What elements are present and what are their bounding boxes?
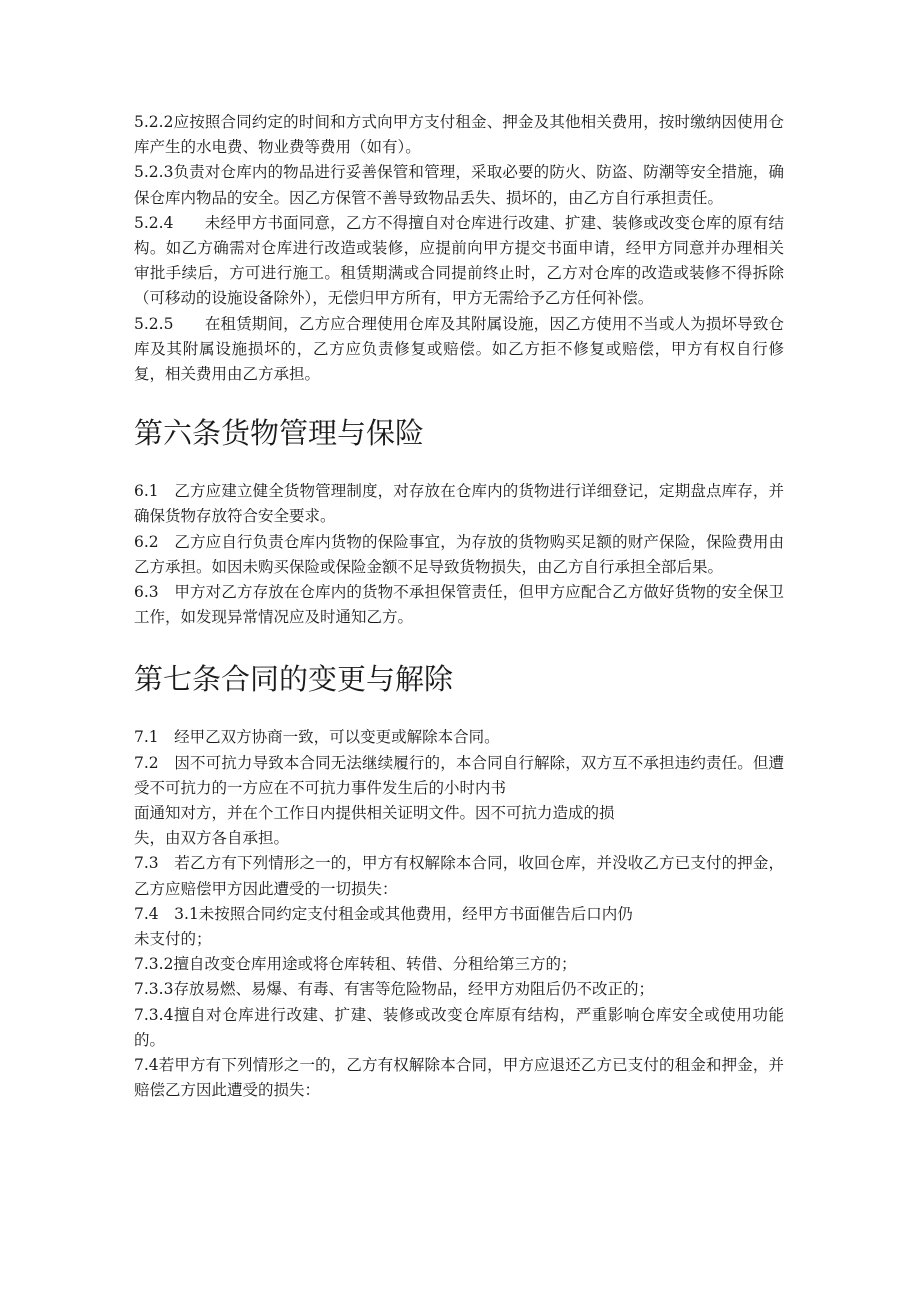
clause-6-2: 6.2 乙方应自行负责仓库内货物的保险事宜，为存放的货物购买足额的财产保险，保险费用由乙方承担。如因未购买保险或保险金额不足导致货物损失，由乙方自行承担全部后果。 — [134, 532, 784, 576]
clause-6-1: 6.1 乙方应建立健全货物管理制度，对存放在仓库内的货物进行详细登记，定期盘点库存，并确保货物存放符合安全要求。 — [134, 482, 784, 526]
clause-7-1: 7.1 经甲乙双方协商一致，可以变更或解除本合同。 — [134, 728, 500, 747]
clause-7-2: 7.2 因不可抗力导致本合同无法继续履行的，本合同自行解除，双方互不承担违约责任。但遭受不可抗力的一方应在不可抗力事件发生后的小时内书 — [134, 753, 784, 797]
clause-7-4-3-1-end: 未支付的； — [134, 930, 212, 949]
section-7-heading: 第七条合同的变更与解除 — [134, 662, 454, 697]
clause-7-4-3-1: 7.4 3.1未按照合同约定支付租金或其他费用，经甲方书面催告后口内仍 — [134, 904, 633, 923]
clause-7-3-3: 7.3.3存放易燃、易爆、有毒、有害等危险物品，经甲方劝阻后仍不改正的； — [134, 980, 654, 999]
clause-5-2-2: 5.2.2应按照合同约定的时间和方式向甲方支付租金、押金及其他相关费用，按时缴纳因使用仓库产生的水电费、物业费等费用（如有）。 — [134, 113, 784, 157]
clause-7-4: 7.4若甲方有下列情形之一的，乙方有权解除本合同，甲方应退还乙方已支付的租金和押金，并赔偿乙方因此遭受的损失： — [134, 1056, 784, 1100]
clause-5-2-4: 5.2.4 未经甲方书面同意，乙方不得擅自对仓库进行改建、扩建、装修或改变仓库的原有结构。如乙方确需对仓库进行改造或装修，应提前向甲方提交书面申请，经甲方同意并办理相关审批手续后，方可进行施工。租赁期满或合同提前终止时，乙方对仓库的改造或装修不得拆除（可移动的设施设备除外），无偿归甲方所有，甲方无需给予乙方任何补偿。 — [134, 213, 784, 308]
document-page — [134, 110, 784, 1104]
clause-7-3-2: 7.3.2擅自改变仓库用途或将仓库转租、转借、分租给第三方的； — [134, 955, 577, 974]
clause-5-2-3: 5.2.3负责对仓库内的物品进行妥善保管和管理，采取必要的防火、防盗、防潮等安全措施，确保仓库内物品的安全。因乙方保管不善导致物品丢失、损坏的，由乙方自行承担责任。 — [134, 163, 784, 207]
clause-5-2-5: 5.2.5 在租赁期间，乙方应合理使用仓库及其附属设施，因乙方使用不当或人为损坏导致仓库及其附属设施损坏的，乙方应负责修复或赔偿。如乙方拒不修复或赔偿，甲方有权自行修复，相关费用由乙方承担。 — [134, 314, 784, 384]
clause-7-3: 7.3 若乙方有下列情形之一的，甲方有权解除本合同，收回仓库，并没收乙方已支付的押金，乙方应赔偿甲方因此遭受的一切损失： — [134, 854, 784, 898]
clause-7-3-4: 7.3.4擅自对仓库进行改建、扩建、装修或改变仓库原有结构，严重影响仓库安全或使用功能的。 — [134, 1005, 784, 1049]
clause-6-3: 6.3 甲方对乙方存放在仓库内的货物不承担保管责任，但甲方应配合乙方做好货物的安全保卫工作，如发现异常情况应及时通知乙方。 — [134, 583, 784, 627]
clause-7-2-end: 失，由双方各自承担。 — [134, 829, 290, 848]
section-6-heading: 第六条货物管理与保险 — [134, 416, 425, 451]
clause-7-2-continued: 面通知对方，并在个工作日内提供相关证明文件。因不可抗力造成的损 — [134, 804, 615, 823]
